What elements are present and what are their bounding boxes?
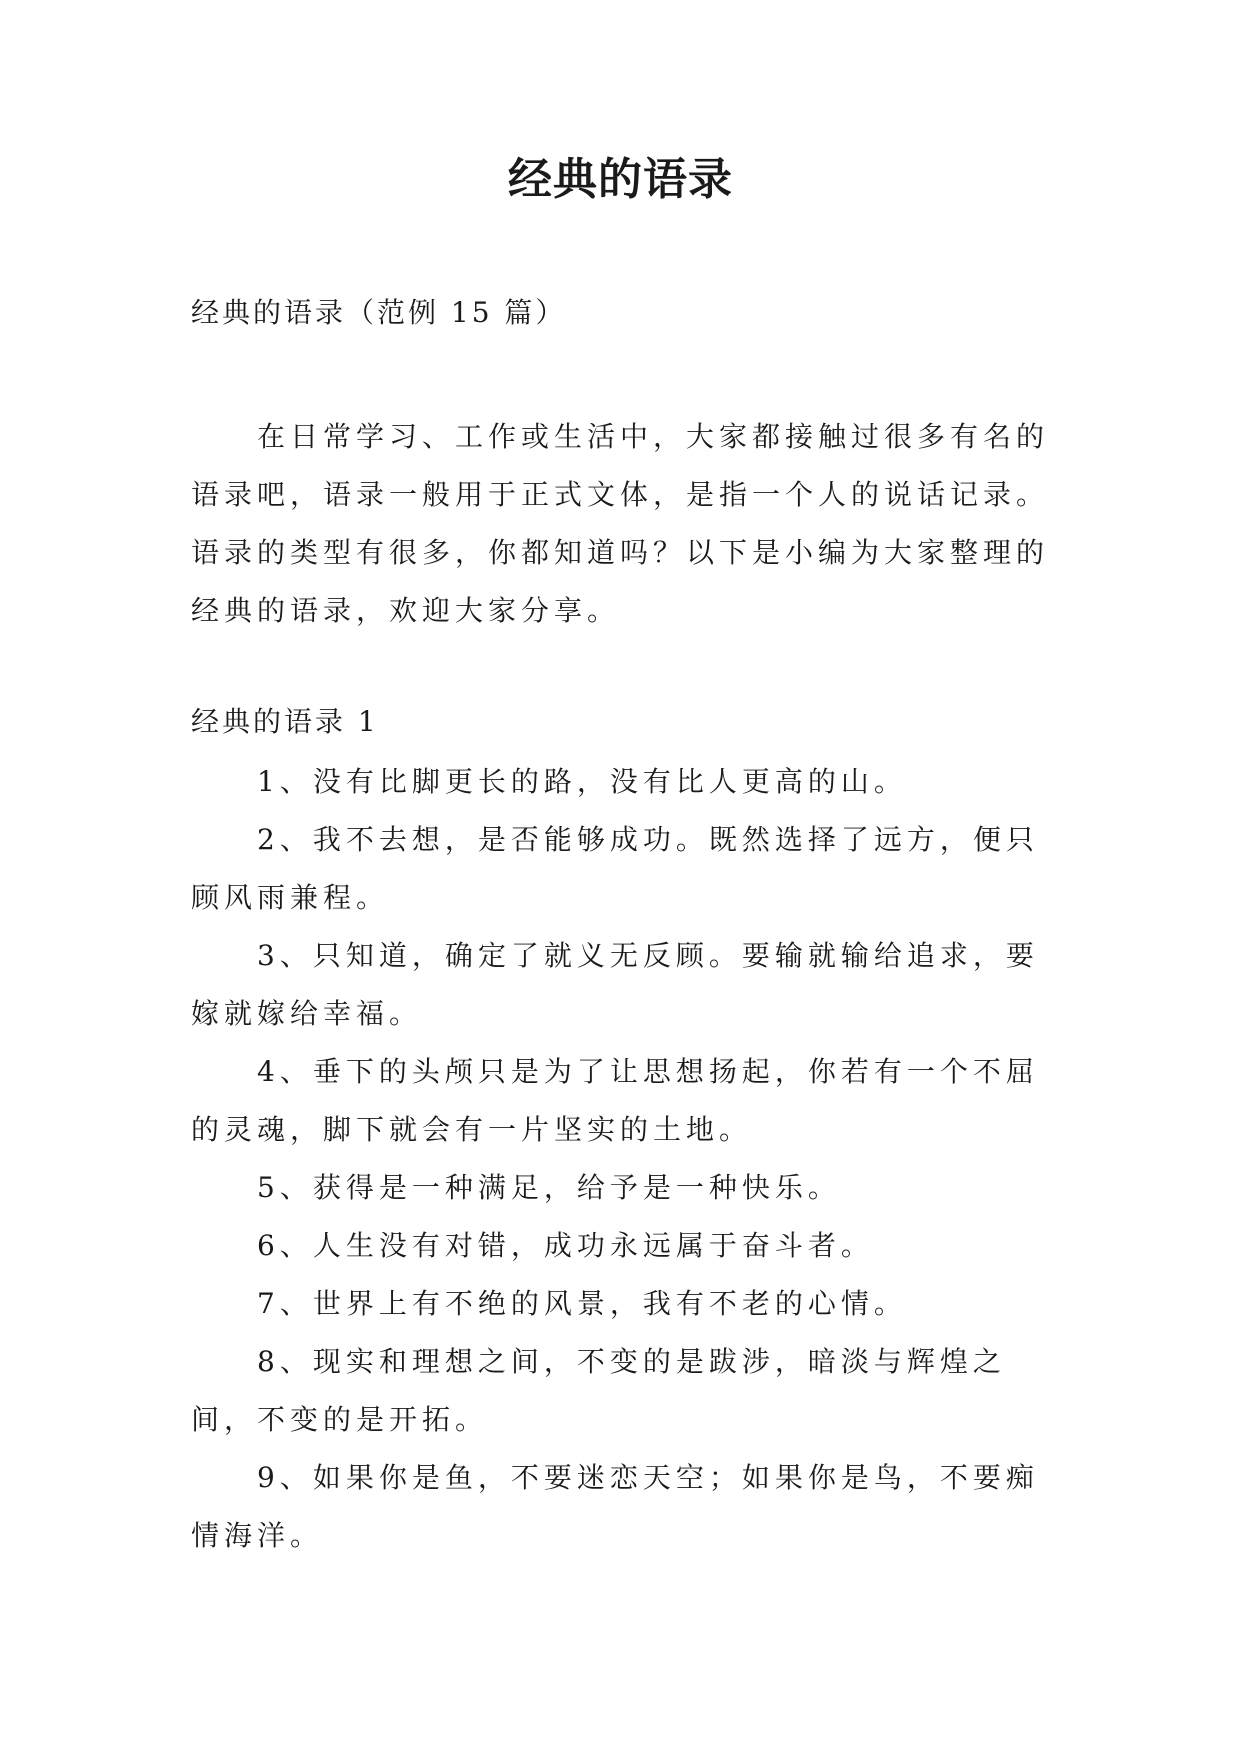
quote-list: [191, 753, 1071, 1565]
section-heading: 经典的语录 1: [191, 705, 379, 738]
quote-item: 7、世界上有不绝的风景，我有不老的心情。: [257, 1287, 907, 1320]
quote-item: 6、人生没有对错，成功永远属于奋斗者。: [257, 1229, 874, 1262]
document-title: 经典的语录: [508, 154, 733, 205]
quote-item: 9、如果你是鱼，不要迷恋天空；如果你是鸟，不要痴情海洋。: [191, 1461, 1039, 1552]
quote-item: 5、获得是一种满足，给予是一种快乐。: [257, 1171, 841, 1204]
document-subtitle: 经典的语录（范例 15 篇）: [191, 296, 567, 329]
quote-item: 8、现实和理想之间，不变的是跋涉，暗淡与辉煌之间，不变的是开拓。: [191, 1345, 1006, 1436]
intro-paragraph: 在日常学习、工作或生活中，大家都接触过很多有名的语录吧，语录一般用于正式文体，是指一个人的说话记录。语录的类型有很多，你都知道吗？以下是小编为大家整理的经典的语录，欢迎大家分享。: [191, 420, 1050, 627]
quote-item: 1、没有比脚更长的路，没有比人更高的山。: [257, 765, 907, 798]
quote-item: 2、我不去想，是否能够成功。既然选择了远方，便只顾风雨兼程。: [191, 823, 1039, 914]
quote-item: 4、垂下的头颅只是为了让思想扬起，你若有一个不屈的灵魂，脚下就会有一片坚实的土地。: [191, 1055, 1039, 1146]
quote-item: 3、只知道，确定了就义无反顾。要输就输给追求，要嫁就嫁给幸福。: [191, 939, 1039, 1030]
